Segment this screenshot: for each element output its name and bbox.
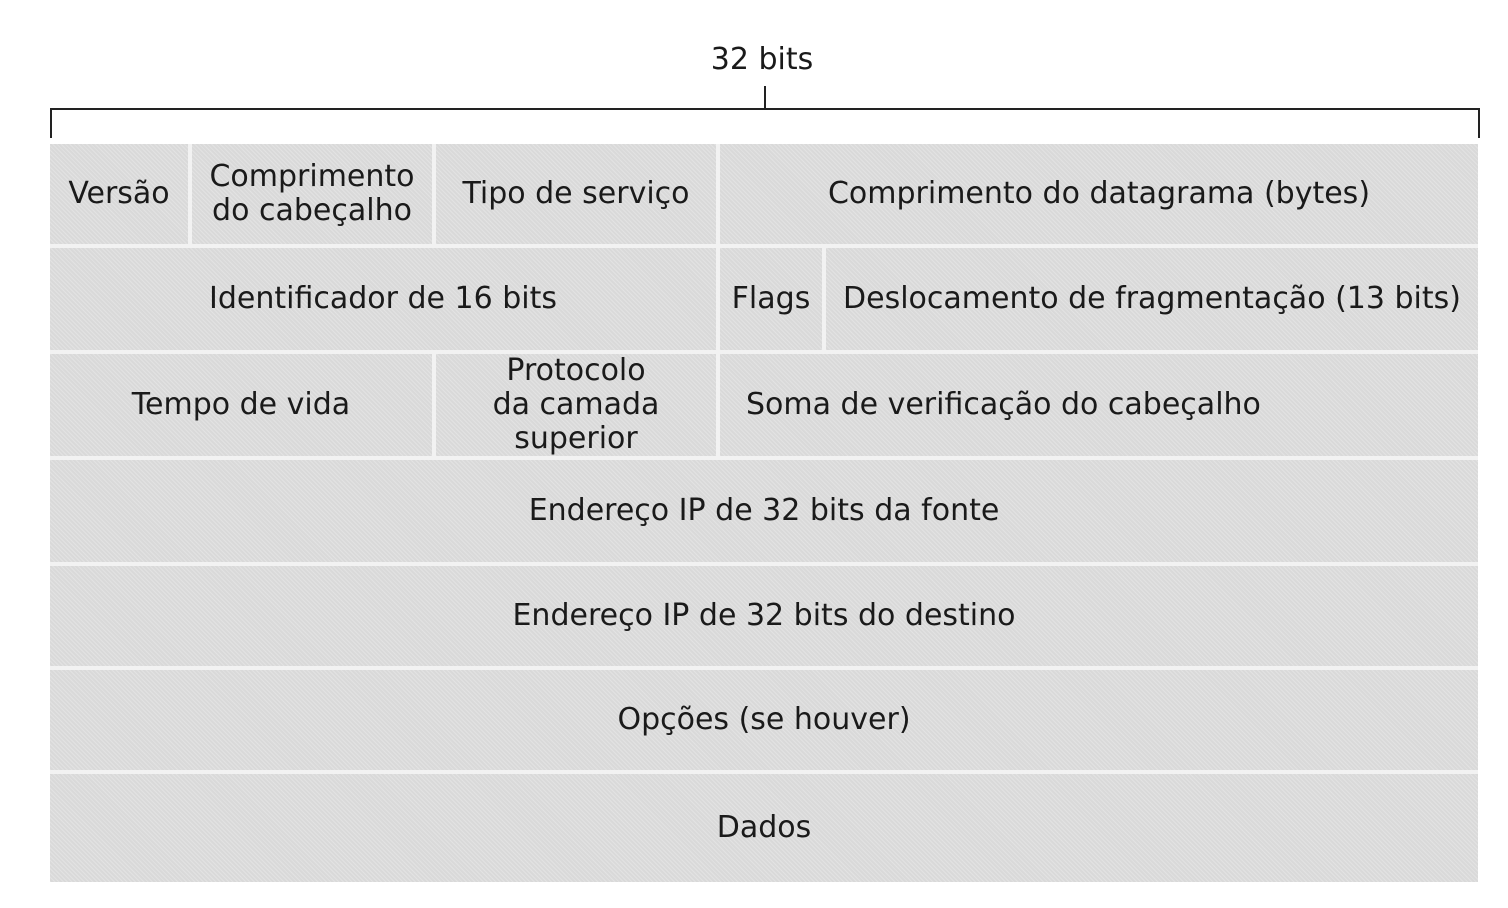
field-source-ip — [50, 460, 1478, 562]
field-service-type — [436, 144, 716, 244]
field-options-label: Opções (se houver) — [617, 702, 911, 737]
field-header-length — [192, 144, 432, 244]
field-source-ip-label: Endereço IP de 32 bits da fonte — [528, 493, 1000, 528]
field-service-type-label: Tipo de serviço — [462, 176, 690, 211]
field-ttl-label: Tempo de vida — [131, 387, 351, 422]
bracket-bar — [50, 108, 1480, 110]
bits-width-label: 32 bits — [710, 42, 814, 77]
ip-datagram-format — [50, 144, 1478, 882]
field-data-label: Dados — [716, 810, 812, 845]
field-version-label: Versão — [68, 176, 170, 211]
field-upper-protocol — [436, 354, 716, 456]
field-destination-ip — [50, 566, 1478, 666]
field-data — [50, 774, 1478, 882]
field-flags — [720, 248, 822, 350]
field-identifier-label: Identificador de 16 bits — [208, 281, 558, 316]
field-ttl — [50, 354, 432, 456]
field-upper-protocol-label: Protocolo da camada superior — [492, 353, 660, 456]
field-version — [50, 144, 188, 244]
field-header-length-label: Comprimento do cabeçalho — [209, 159, 415, 228]
field-fragment-offset — [826, 248, 1478, 350]
field-options — [50, 670, 1478, 770]
bracket-left-end — [50, 108, 52, 138]
field-fragment-offset-label: Deslocamento de fragmentação (13 bits) — [843, 281, 1461, 316]
field-flags-label: Flags — [731, 281, 811, 316]
field-destination-ip-label: Endereço IP de 32 bits do destino — [512, 598, 1016, 633]
bracket-tick — [764, 86, 766, 110]
field-header-checksum — [720, 354, 1478, 456]
field-identifier — [50, 248, 716, 350]
field-header-checksum-label: Soma de verificação do cabeçalho — [746, 387, 1261, 422]
bracket-right-end — [1478, 108, 1480, 138]
field-datagram-length — [720, 144, 1478, 244]
field-datagram-length-label: Comprimento do datagrama (bytes) — [827, 176, 1371, 211]
